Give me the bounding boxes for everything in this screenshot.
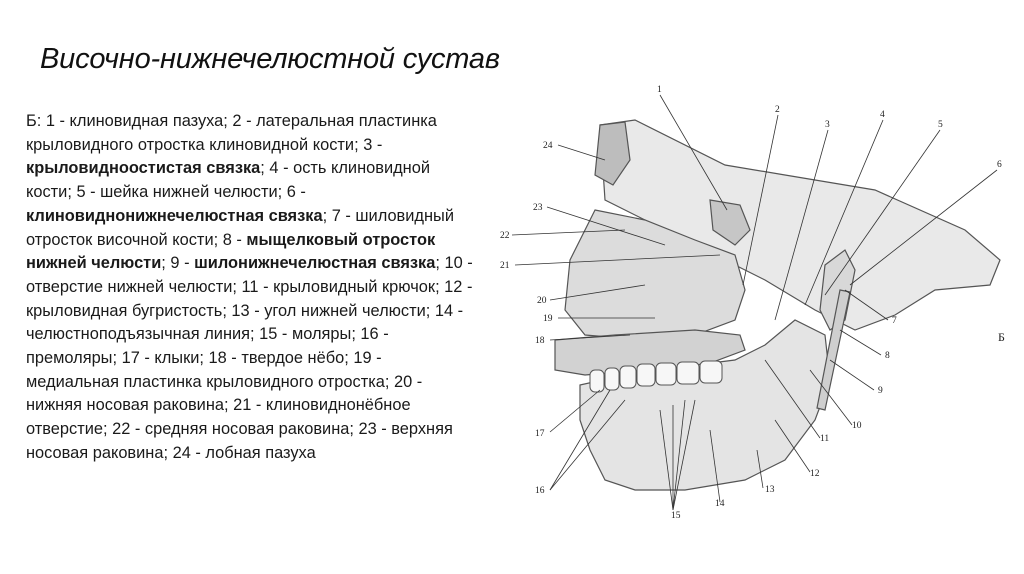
slide-title: Височно-нижнечелюстной сустав bbox=[40, 43, 500, 76]
callout-number: 20 bbox=[537, 296, 547, 306]
legend-item-highlight: крыловидноостистая связка bbox=[26, 159, 261, 178]
legend-item: 20 - нижняя носовая раковина bbox=[26, 372, 423, 415]
callout-number: 21 bbox=[500, 261, 510, 271]
legend-item-highlight: шилонижнечелюстная связка bbox=[194, 254, 436, 273]
legend-item: 24 - лобная пазуха bbox=[172, 443, 316, 462]
callout-number: 9 bbox=[878, 386, 883, 396]
anatomy-illustration bbox=[495, 80, 1020, 525]
legend-item: 9 - шилонижнечелюстная связка bbox=[170, 254, 436, 273]
legend-item: 8 - мыщелковый отросток нижней челюсти bbox=[26, 230, 436, 273]
callout-number: 12 bbox=[810, 469, 820, 479]
callout-number: 15 bbox=[671, 511, 681, 521]
callout-number: 6 bbox=[997, 160, 1002, 170]
legend-item-highlight: клиновиднонижнечелюстная связка bbox=[26, 206, 323, 225]
callout-number: 2 bbox=[775, 105, 780, 115]
figure-legend: Б: 1 - клиновидная пазуха; 2 - латеральная пластинка крыловидного отростка клиновидной кости; 3 - крыловидноостистая связка; 4 - ость клиновидной кости; 5 - шейка нижней челюсти; 6 - клиновиднонижнечелюстная связка; 7 - шиловидный отросток височной кости; 8 - мыщелковый отросток нижней челюсти; 9 - шилонижнечелюстная связка; 10 - отверстие нижней челюсти; 11 - крыловидный крючок; 12 - крыловидная бугристость; 13 - угол нижней челюсти; 14 - челюстноподъязычная линия; 15 - моляры; 16 - премоляры; 17 - клыки; 18 - твердое нёбо; 19 - медиальная пластинка крыловидного отростка; 20 - нижняя носовая раковина; 21 - клиновиднонёбное отверстие; 22 - средняя носовая раковина; 23 - верхняя носовая раковина; 24 - лобная пазуха bbox=[26, 112, 473, 462]
callout-number: 22 bbox=[500, 231, 510, 241]
legend-prefix: Б: bbox=[26, 112, 46, 130]
legend-item-highlight: мыщелковый отросток нижней челюсти bbox=[26, 230, 436, 273]
legend-item: 18 - твердое нёбо bbox=[208, 349, 345, 368]
callout-number: 3 bbox=[825, 120, 830, 130]
callout-number: 7 bbox=[892, 316, 897, 326]
callout-number: 4 bbox=[880, 110, 885, 120]
legend-item: 22 - средняя носовая раковина bbox=[112, 420, 350, 439]
callout-number: 1 bbox=[657, 85, 662, 95]
legend-item: 12 - крыловидная бугристость bbox=[26, 277, 473, 320]
legend-item: 11 - крыловидный крючок bbox=[241, 277, 436, 296]
legend-item: 13 - угол нижней челюсти bbox=[231, 301, 426, 320]
legend-item: 6 - клиновиднонижнечелюстная связка bbox=[26, 183, 323, 225]
callout-number: 24 bbox=[543, 141, 553, 151]
callout-number: 5 bbox=[938, 120, 943, 130]
legend-item: 7 - шиловидный отросток височной кости bbox=[26, 206, 454, 249]
legend-item: 4 - ость клиновидной кости bbox=[26, 159, 430, 202]
legend-item: 16 - премоляры bbox=[26, 325, 389, 368]
callout-number: 11 bbox=[820, 434, 830, 444]
legend-item: 1 - клиновидная пазуха bbox=[45, 112, 224, 130]
panel-letter: Б bbox=[998, 330, 1005, 344]
legend-item: 2 - латеральная пластинка крыловидного отростка клиновидной кости bbox=[26, 112, 437, 154]
callout-number: 18 bbox=[535, 336, 545, 346]
callout-number: 16 bbox=[535, 486, 545, 496]
callout-number: 19 bbox=[543, 314, 553, 324]
legend-item: 3 - крыловидноостистая связка bbox=[26, 135, 383, 178]
callout-number: 8 bbox=[885, 351, 890, 361]
callout-number: 23 bbox=[533, 203, 543, 213]
legend-item: 17 - клыки bbox=[121, 349, 200, 368]
legend-item: 5 - шейка нижней челюсти bbox=[76, 183, 278, 202]
callout-number: 10 bbox=[852, 421, 862, 431]
skull-sagittal-figure bbox=[495, 80, 1020, 525]
callout-number: 13 bbox=[765, 485, 775, 495]
legend-item: 23 - верхняя носовая раковина bbox=[26, 420, 453, 462]
legend-item: 19 - медиальная пластинка крыловидного отростка bbox=[26, 349, 385, 391]
legend-item: 15 - моляры bbox=[259, 325, 352, 344]
callout-number: 14 bbox=[715, 499, 725, 509]
callout-number: 17 bbox=[535, 429, 545, 439]
legend-item: 21 - клиновиднонёбное отверстие bbox=[26, 396, 411, 439]
legend-item: 10 - отверстие нижней челюсти bbox=[26, 254, 473, 296]
legend-item: 14 - челюстноподъязычная линия bbox=[26, 301, 464, 344]
